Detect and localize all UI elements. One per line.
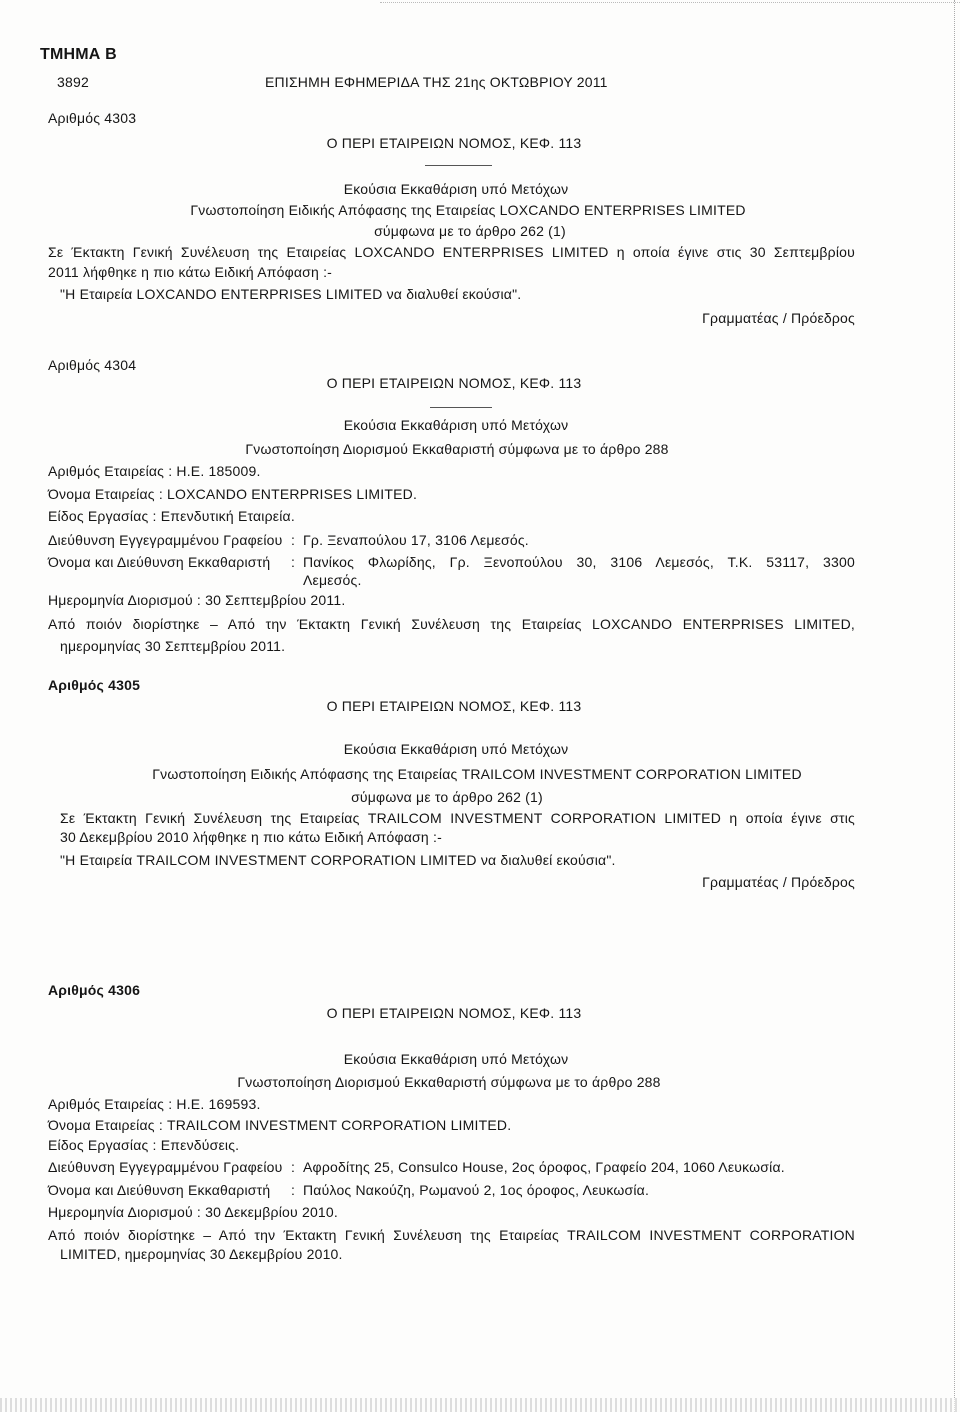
- body-line: 30 Δεκεμβρίου 2010 λήφθηκε η πιο κάτω Ειδική Απόφαση :-: [60, 829, 442, 845]
- procedure-title: Εκούσια Εκκαθάριση υπό Μετόχων: [343, 741, 569, 757]
- appointed-by-line: Από ποιόν διορίστηκε – Από την Έκτακτη Γενική Συνέλευση της Εταιρείας TRAILCOM INVESTMENT CORPORATION: [48, 1227, 855, 1243]
- body-line: 2011 λήφθηκε η πιο κάτω Ειδική Απόφαση :-: [48, 264, 333, 280]
- scan-noise-top: [380, 2, 960, 3]
- field-value: TRAILCOM INVESTMENT CORPORATION LIMITED.: [167, 1117, 512, 1133]
- notice-subject: Γνωστοποίηση Ειδικής Απόφασης της Εταιρείας LOXCANDO ENTERPRISES LIMITED: [190, 202, 746, 218]
- field-separator: :: [152, 1137, 157, 1153]
- field-value: Επενδύσεις.: [160, 1137, 240, 1153]
- resolution-text: "Η Εταιρεία TRAILCOM INVESTMENT CORPORATION LIMITED να διαλυθεί εκούσια".: [60, 852, 616, 868]
- appointed-by-line: LIMITED, ημερομηνίας 30 Δεκεμβρίου 2010.: [60, 1246, 343, 1262]
- notice-subject: Γνωστοποίηση Ειδικής Απόφασης της Εταιρείας TRAILCOM INVESTMENT CORPORATION LIMITED: [152, 766, 802, 782]
- gazette-title: ΕΠΙΣΗΜΗ ΕΦΗΜΕΡΙΔΑ ΤΗΣ 21ης ΟΚΤΩΒΡΙΟΥ 2011: [265, 74, 608, 90]
- law-heading: Ο ΠΕΡΙ ΕΤΑΙΡΕΙΩΝ ΝΟΜΟΣ, ΚΕΦ. 113: [326, 1005, 582, 1021]
- body-line: Σε Έκτακτη Γενική Συνέλευση της Εταιρείας LOXCANDO ENTERPRISES LIMITED η οποία έγινε στις 30 Σεπτεμβρίου: [48, 244, 855, 260]
- field-value: Αφροδίτης 25, Consulco House, 2ος όροφος, Γραφείο 204, 1060 Λευκωσία.: [303, 1159, 785, 1175]
- field-value: 30 Δεκεμβρίου 2010.: [205, 1204, 338, 1220]
- field-label: Διεύθυνση Εγγεγραμμένου Γραφείου: [48, 532, 283, 548]
- field-label: Αριθμός Εταιρείας: [48, 1096, 165, 1112]
- field-label: Είδος Εργασίας: [48, 508, 149, 524]
- field-separator: :: [168, 463, 173, 479]
- field-company-name: [48, 486, 417, 502]
- signature: Γραμματέας / Πρόεδρος: [702, 874, 855, 890]
- appointed-by-line: Από ποιόν διορίστηκε – Από την Έκτακτη Γενική Συνέλευση της Εταιρείας LOXCANDO ENTERPRISES LIMITED,: [48, 616, 855, 632]
- field-label: Όνομα Εταιρείας: [48, 1117, 155, 1133]
- article-reference: σύμφωνα με το άρθρο 262 (1): [351, 789, 543, 805]
- field-label: Όνομα Εταιρείας: [48, 486, 155, 502]
- field-separator: :: [291, 554, 296, 570]
- field-company-name: [48, 1117, 511, 1133]
- notice-number: Αριθμός 4305: [48, 677, 141, 693]
- field-value-continued: Λεμεσός.: [303, 572, 362, 588]
- notice-number: Αριθμός 4306: [48, 982, 141, 998]
- notice-number: Αριθμός 4303: [48, 110, 137, 126]
- body-line: Σε Έκτακτη Γενική Συνέλευση της Εταιρείας TRAILCOM INVESTMENT CORPORATION LIMITED η οποία έγινε στις: [60, 810, 855, 826]
- procedure-title: Εκούσια Εκκαθάριση υπό Μετόχων: [343, 417, 569, 433]
- field-value: Επενδυτική Εταιρεία.: [160, 508, 295, 524]
- field-separator: :: [152, 508, 157, 524]
- field-appointment-date: [48, 592, 345, 608]
- field-label: Είδος Εργασίας: [48, 1137, 149, 1153]
- field-separator: :: [158, 1117, 163, 1133]
- field-separator: :: [196, 1204, 202, 1220]
- field-value: LOXCANDO ENTERPRISES LIMITED.: [167, 486, 418, 502]
- field-value: Η.Ε. 169593.: [176, 1096, 261, 1112]
- field-appointment-date: [48, 1204, 338, 1220]
- field-label: Διεύθυνση Εγγεγραμμένου Γραφείου: [48, 1159, 283, 1175]
- heading-rule: [425, 165, 492, 166]
- field-label: Ημερομηνία Διορισμού: [48, 592, 193, 608]
- page-number: 3892: [57, 74, 89, 90]
- signature: Γραμματέας / Πρόεδρος: [702, 310, 855, 326]
- field-separator: :: [168, 1096, 173, 1112]
- field-business-type: [48, 1137, 239, 1153]
- field-company-number: [48, 463, 261, 479]
- field-value: 30 Σεπτεμβρίου 2011.: [205, 592, 346, 608]
- field-label: Όνομα και Διεύθυνση Εκκαθαριστή: [48, 1182, 271, 1198]
- scan-edge-right: [954, 0, 955, 1412]
- field-value: Πανίκος Φλωρίδης, Γρ. Ξενοπούλου 30, 3106 Λεμεσός, Τ.Κ. 53117, 3300: [303, 554, 855, 570]
- field-value: Παύλος Νακούζη, Ρωμανού 2, 1ος όροφος, Λευκωσία.: [303, 1182, 650, 1198]
- field-business-type: [48, 508, 295, 524]
- field-separator: :: [196, 592, 202, 608]
- field-label: Αριθμός Εταιρείας: [48, 463, 165, 479]
- field-separator: :: [291, 1182, 296, 1198]
- law-heading: Ο ΠΕΡΙ ΕΤΑΙΡΕΙΩΝ ΝΟΜΟΣ, ΚΕΦ. 113: [326, 135, 582, 151]
- section-title: ΤΜΗΜΑ Β: [40, 46, 117, 63]
- field-separator: :: [291, 532, 296, 548]
- scan-noise-bottom: [0, 1398, 960, 1412]
- procedure-title: Εκούσια Εκκαθάριση υπό Μετόχων: [343, 1051, 569, 1067]
- notice-subject: Γνωστοποίηση Διορισμού Εκκαθαριστή σύμφωνα με το άρθρο 288: [245, 441, 669, 457]
- field-separator: :: [291, 1159, 296, 1175]
- field-value: Η.Ε. 185009.: [176, 463, 261, 479]
- article-reference: σύμφωνα με το άρθρο 262 (1): [374, 223, 566, 239]
- notice-subject: Γνωστοποίηση Διορισμού Εκκαθαριστή σύμφωνα με το άρθρο 288: [237, 1074, 661, 1090]
- law-heading: Ο ΠΕΡΙ ΕΤΑΙΡΕΙΩΝ ΝΟΜΟΣ, ΚΕΦ. 113: [326, 698, 582, 714]
- appointed-by-line: ημερομηνίας 30 Σεπτεμβρίου 2011.: [60, 638, 286, 654]
- notice-number: Αριθμός 4304: [48, 357, 137, 373]
- field-separator: :: [158, 486, 163, 502]
- law-heading: Ο ΠΕΡΙ ΕΤΑΙΡΕΙΩΝ ΝΟΜΟΣ, ΚΕΦ. 113: [326, 375, 582, 391]
- field-label: Ημερομηνία Διορισμού: [48, 1204, 193, 1220]
- heading-rule: [430, 407, 492, 408]
- procedure-title: Εκούσια Εκκαθάριση υπό Μετόχων: [343, 181, 569, 197]
- field-label: Όνομα και Διεύθυνση Εκκαθαριστή: [48, 554, 271, 570]
- field-company-number: [48, 1096, 261, 1112]
- field-value: Γρ. Ξεναπούλου 17, 3106 Λεμεσός.: [303, 532, 529, 548]
- resolution-text: "Η Εταιρεία LOXCANDO ENTERPRISES LIMITED να διαλυθεί εκούσια".: [60, 286, 522, 302]
